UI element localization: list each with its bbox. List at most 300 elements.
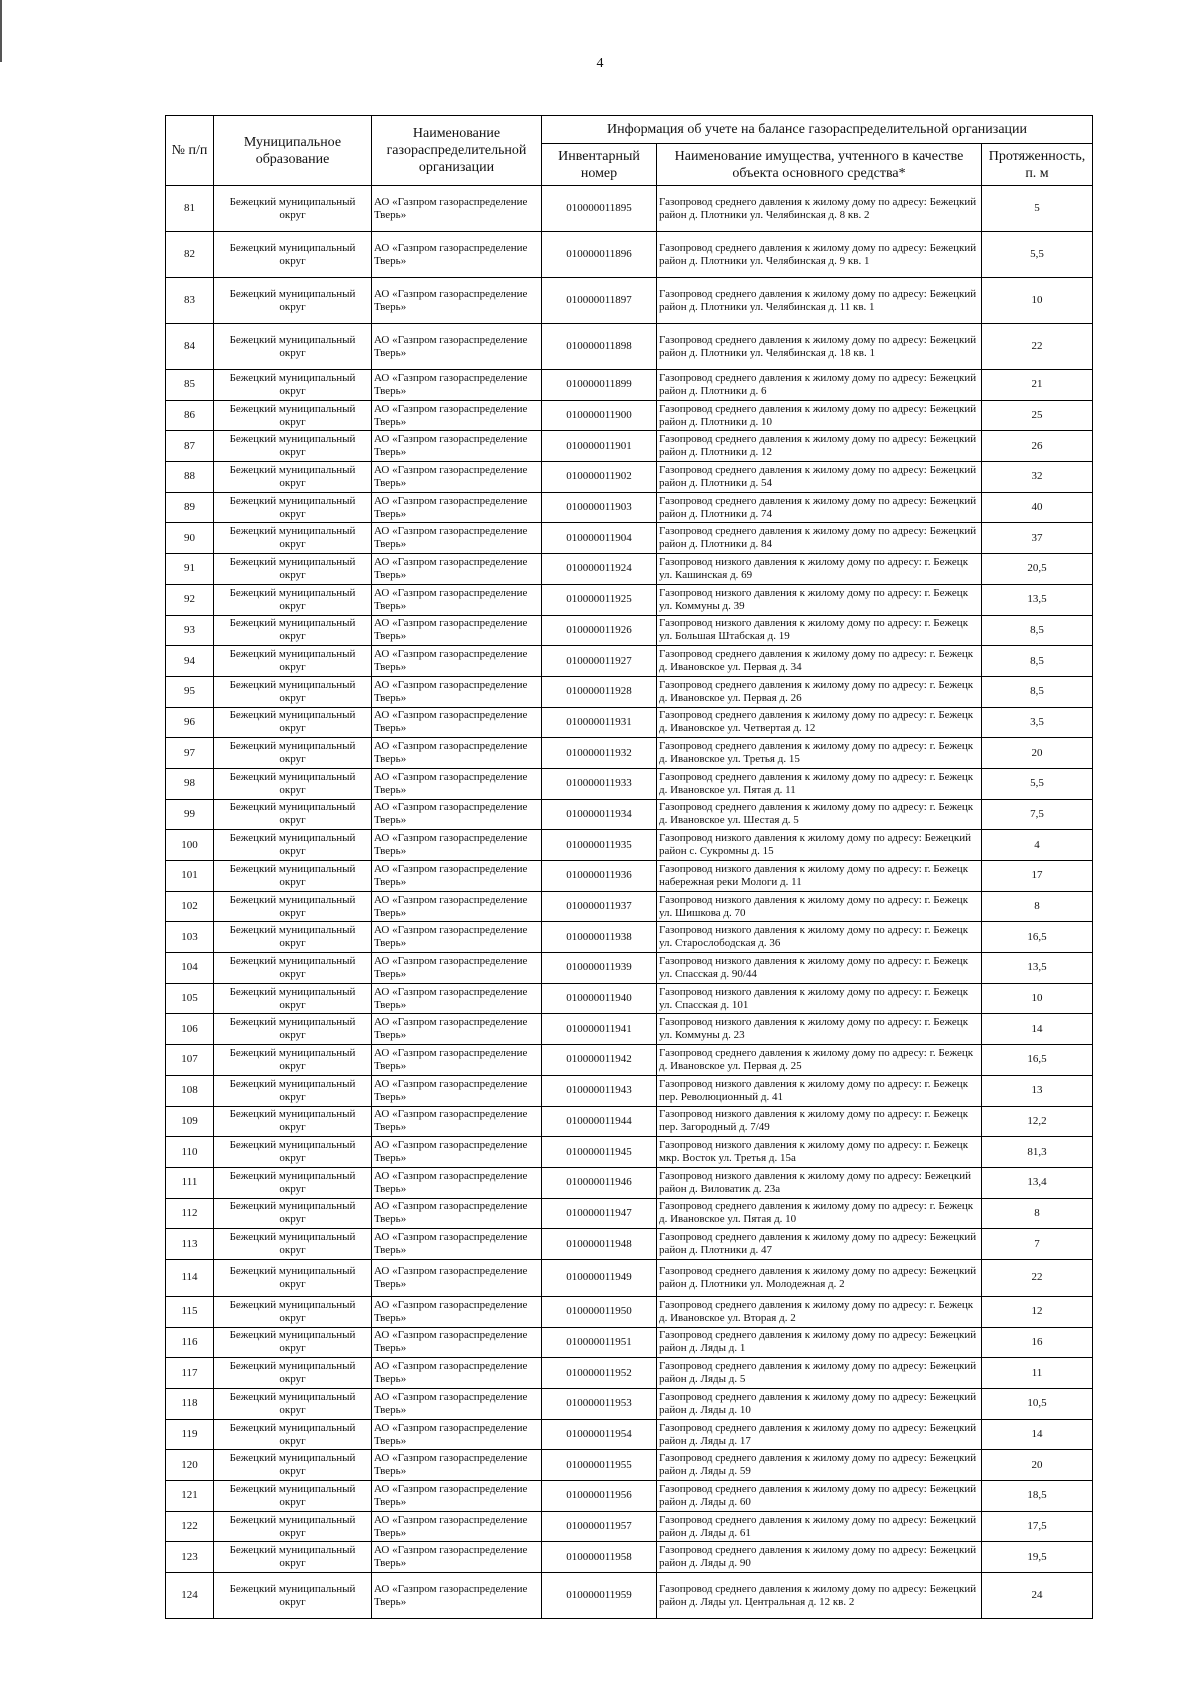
row-number: 110: [166, 1137, 214, 1168]
row-length: 16: [982, 1327, 1093, 1358]
row-number: 112: [166, 1198, 214, 1229]
row-length: 8,5: [982, 646, 1093, 677]
row-number: 94: [166, 646, 214, 677]
row-organization: АО «Газпром газораспределение Тверь»: [372, 554, 542, 585]
table-header: [166, 116, 1093, 186]
row-length: 32: [982, 462, 1093, 493]
table-row: [166, 891, 1093, 922]
row-asset-description: Газопровод среднего давления к жилому дому по адресу: г. Бежецк д. Ивановское ул. Шестая д. 5: [657, 799, 982, 830]
row-length: 19,5: [982, 1542, 1093, 1573]
row-asset-description: Газопровод низкого давления к жилому дому по адресу: г. Бежецк пер. Загородный д. 7/49: [657, 1106, 982, 1137]
row-number: 96: [166, 707, 214, 738]
row-length: 13,4: [982, 1167, 1093, 1198]
row-organization: АО «Газпром газораспределение Тверь»: [372, 738, 542, 769]
row-municipality: Бежецкий муниципальный округ: [214, 1327, 372, 1358]
row-number: 121: [166, 1481, 214, 1512]
row-length: 5,5: [982, 232, 1093, 278]
asset-registry-table: [165, 115, 1093, 1619]
table-row: [166, 768, 1093, 799]
row-length: 8,5: [982, 615, 1093, 646]
table-row: [166, 615, 1093, 646]
row-number: 111: [166, 1167, 214, 1198]
table-row: [166, 676, 1093, 707]
row-number: 107: [166, 1045, 214, 1076]
row-inventory-number: 010000011942: [542, 1045, 657, 1076]
table-row: [166, 1014, 1093, 1045]
row-inventory-number: 010000011953: [542, 1389, 657, 1420]
row-municipality: Бежецкий муниципальный округ: [214, 278, 372, 324]
row-organization: АО «Газпром газораспределение Тверь»: [372, 1327, 542, 1358]
row-number: 106: [166, 1014, 214, 1045]
row-number: 95: [166, 676, 214, 707]
page-number: 4: [596, 56, 604, 71]
table-row: [166, 646, 1093, 677]
row-municipality: Бежецкий муниципальный округ: [214, 400, 372, 431]
row-asset-description: Газопровод среднего давления к жилому дому по адресу: Бежецкий район д. Ляды д. 61: [657, 1511, 982, 1542]
row-length: 3,5: [982, 707, 1093, 738]
row-asset-description: Газопровод среднего давления к жилому дому по адресу: Бежецкий район д. Ляды ул. Центральная д. 12 кв. 2: [657, 1573, 982, 1619]
row-inventory-number: 010000011904: [542, 523, 657, 554]
row-organization: АО «Газпром газораспределение Тверь»: [372, 523, 542, 554]
row-length: 7: [982, 1229, 1093, 1260]
table-row: [166, 1542, 1093, 1573]
row-asset-description: Газопровод среднего давления к жилому дому по адресу: Бежецкий район д. Ляды д. 10: [657, 1389, 982, 1420]
row-inventory-number: 010000011950: [542, 1296, 657, 1327]
row-organization: АО «Газпром газораспределение Тверь»: [372, 707, 542, 738]
row-inventory-number: 010000011937: [542, 891, 657, 922]
row-asset-description: Газопровод низкого давления к жилому дому по адресу: г. Бежецк ул. Кашинская д. 69: [657, 554, 982, 585]
row-organization: АО «Газпром газораспределение Тверь»: [372, 1045, 542, 1076]
row-organization: АО «Газпром газораспределение Тверь»: [372, 861, 542, 892]
row-asset-description: Газопровод низкого давления к жилому дому по адресу: г. Бежецк ул. Большая Штабская д. 19: [657, 615, 982, 646]
row-municipality: Бежецкий муниципальный округ: [214, 1259, 372, 1296]
row-organization: АО «Газпром газораспределение Тверь»: [372, 1573, 542, 1619]
row-length: 20,5: [982, 554, 1093, 585]
table-row: [166, 922, 1093, 953]
row-asset-description: Газопровод среднего давления к жилому дому по адресу: г. Бежецк д. Ивановское ул. Первая д. 34: [657, 646, 982, 677]
row-length: 25: [982, 400, 1093, 431]
row-inventory-number: 010000011925: [542, 584, 657, 615]
row-municipality: Бежецкий муниципальный округ: [214, 324, 372, 370]
row-asset-description: Газопровод низкого давления к жилому дому по адресу: Бежецкий район д. Виловатик д. 23а: [657, 1167, 982, 1198]
table-row: [166, 1573, 1093, 1619]
row-asset-description: Газопровод низкого давления к жилому дому по адресу: г. Бежецк мкр. Восток ул. Третья д. 15а: [657, 1137, 982, 1168]
row-length: 13,5: [982, 953, 1093, 984]
row-number: 119: [166, 1419, 214, 1450]
row-asset-description: Газопровод среднего давления к жилому дому по адресу: г. Бежецк д. Ивановское ул. Первая д. 26: [657, 676, 982, 707]
row-number: 104: [166, 953, 214, 984]
row-number: 108: [166, 1075, 214, 1106]
row-number: 120: [166, 1450, 214, 1481]
row-inventory-number: 010000011933: [542, 768, 657, 799]
header-inventory: Инвентарный номер: [542, 144, 657, 186]
row-municipality: Бежецкий муниципальный округ: [214, 1229, 372, 1260]
header-length: Протяженность, п. м: [982, 144, 1093, 186]
row-number: 90: [166, 523, 214, 554]
row-inventory-number: 010000011896: [542, 232, 657, 278]
row-length: 26: [982, 431, 1093, 462]
table-row: [166, 1075, 1093, 1106]
row-asset-description: Газопровод среднего давления к жилому дому по адресу: Бежецкий район д. Плотники д. 74: [657, 492, 982, 523]
row-municipality: Бежецкий муниципальный округ: [214, 1198, 372, 1229]
row-inventory-number: 010000011958: [542, 1542, 657, 1573]
table-row: [166, 232, 1093, 278]
row-organization: АО «Газпром газораспределение Тверь»: [372, 1014, 542, 1045]
table-row: [166, 431, 1093, 462]
row-length: 14: [982, 1014, 1093, 1045]
row-number: 86: [166, 400, 214, 431]
row-asset-description: Газопровод среднего давления к жилому дому по адресу: г. Бежецк д. Ивановское ул. Четвертая д. 12: [657, 707, 982, 738]
row-municipality: Бежецкий муниципальный округ: [214, 1389, 372, 1420]
row-number: 91: [166, 554, 214, 585]
row-municipality: Бежецкий муниципальный округ: [214, 1296, 372, 1327]
header-municipality: Муниципальное образование: [214, 116, 372, 186]
row-length: 5,5: [982, 768, 1093, 799]
row-organization: АО «Газпром газораспределение Тверь»: [372, 615, 542, 646]
table-row: [166, 1327, 1093, 1358]
row-municipality: Бежецкий муниципальный округ: [214, 1542, 372, 1573]
row-organization: АО «Газпром газораспределение Тверь»: [372, 922, 542, 953]
row-municipality: Бежецкий муниципальный округ: [214, 1106, 372, 1137]
row-length: 24: [982, 1573, 1093, 1619]
row-number: 101: [166, 861, 214, 892]
row-organization: АО «Газпром газораспределение Тверь»: [372, 492, 542, 523]
scan-edge-mark: [0, 0, 2, 62]
header-balance-info: Информация об учете на балансе газораспределительной организации: [542, 116, 1093, 144]
row-asset-description: Газопровод среднего давления к жилому дому по адресу: Бежецкий район д. Плотники ул. Челябинская д. 11 кв. 1: [657, 278, 982, 324]
row-length: 20: [982, 738, 1093, 769]
row-asset-description: Газопровод среднего давления к жилому дому по адресу: Бежецкий район д. Плотники ул. Челябинская д. 18 кв. 1: [657, 324, 982, 370]
row-organization: АО «Газпром газораспределение Тверь»: [372, 324, 542, 370]
table-row: [166, 738, 1093, 769]
row-length: 12: [982, 1296, 1093, 1327]
row-inventory-number: 010000011900: [542, 400, 657, 431]
row-municipality: Бежецкий муниципальный округ: [214, 1450, 372, 1481]
row-length: 21: [982, 370, 1093, 401]
row-organization: АО «Газпром газораспределение Тверь»: [372, 1358, 542, 1389]
row-length: 22: [982, 324, 1093, 370]
row-length: 8: [982, 1198, 1093, 1229]
row-municipality: Бежецкий муниципальный округ: [214, 768, 372, 799]
row-number: 117: [166, 1358, 214, 1389]
row-length: 16,5: [982, 1045, 1093, 1076]
row-inventory-number: 010000011901: [542, 431, 657, 462]
row-number: 83: [166, 278, 214, 324]
row-inventory-number: 010000011959: [542, 1573, 657, 1619]
row-asset-description: Газопровод низкого давления к жилому дому по адресу: г. Бежецк ул. Коммуны д. 23: [657, 1014, 982, 1045]
row-inventory-number: 010000011897: [542, 278, 657, 324]
header-asset: Наименование имущества, учтенного в качестве объекта основного средства*: [657, 144, 982, 186]
row-asset-description: Газопровод среднего давления к жилому дому по адресу: Бежецкий район д. Плотники д. 6: [657, 370, 982, 401]
row-inventory-number: 010000011944: [542, 1106, 657, 1137]
row-number: 103: [166, 922, 214, 953]
row-number: 114: [166, 1259, 214, 1296]
row-inventory-number: 010000011946: [542, 1167, 657, 1198]
table-row: [166, 492, 1093, 523]
table-row: [166, 1296, 1093, 1327]
row-asset-description: Газопровод низкого давления к жилому дому по адресу: Бежецкий район с. Сукромны д. 15: [657, 830, 982, 861]
row-organization: АО «Газпром газораспределение Тверь»: [372, 676, 542, 707]
row-organization: АО «Газпром газораспределение Тверь»: [372, 1167, 542, 1198]
row-asset-description: Газопровод среднего давления к жилому дому по адресу: Бежецкий район д. Плотники ул. Челябинская д. 8 кв. 2: [657, 186, 982, 232]
row-inventory-number: 010000011939: [542, 953, 657, 984]
row-inventory-number: 010000011927: [542, 646, 657, 677]
row-municipality: Бежецкий муниципальный округ: [214, 830, 372, 861]
row-length: 18,5: [982, 1481, 1093, 1512]
row-number: 115: [166, 1296, 214, 1327]
table-row: [166, 861, 1093, 892]
row-asset-description: Газопровод низкого давления к жилому дому по адресу: г. Бежецк набережная реки Мологи д. 11: [657, 861, 982, 892]
row-length: 17,5: [982, 1511, 1093, 1542]
row-municipality: Бежецкий муниципальный округ: [214, 186, 372, 232]
row-asset-description: Газопровод среднего давления к жилому дому по адресу: Бежецкий район д. Плотники ул. Челябинская д. 9 кв. 1: [657, 232, 982, 278]
row-inventory-number: 010000011948: [542, 1229, 657, 1260]
row-municipality: Бежецкий муниципальный округ: [214, 1481, 372, 1512]
row-municipality: Бежецкий муниципальный округ: [214, 1045, 372, 1076]
row-inventory-number: 010000011902: [542, 462, 657, 493]
row-number: 97: [166, 738, 214, 769]
row-number: 89: [166, 492, 214, 523]
row-organization: АО «Газпром газораспределение Тверь»: [372, 799, 542, 830]
row-municipality: Бежецкий муниципальный округ: [214, 615, 372, 646]
row-organization: АО «Газпром газораспределение Тверь»: [372, 584, 542, 615]
table-row: [166, 1137, 1093, 1168]
row-organization: АО «Газпром газораспределение Тверь»: [372, 1511, 542, 1542]
row-asset-description: Газопровод среднего давления к жилому дому по адресу: г. Бежецк д. Ивановское ул. Вторая д. 2: [657, 1296, 982, 1327]
row-length: 12,2: [982, 1106, 1093, 1137]
row-municipality: Бежецкий муниципальный округ: [214, 1137, 372, 1168]
row-inventory-number: 010000011898: [542, 324, 657, 370]
row-organization: АО «Газпром газораспределение Тверь»: [372, 232, 542, 278]
row-inventory-number: 010000011954: [542, 1419, 657, 1450]
row-number: 87: [166, 431, 214, 462]
row-asset-description: Газопровод среднего давления к жилому дому по адресу: г. Бежецк д. Ивановское ул. Третья д. 15: [657, 738, 982, 769]
row-asset-description: Газопровод среднего давления к жилому дому по адресу: Бежецкий район д. Ляды д. 60: [657, 1481, 982, 1512]
row-organization: АО «Газпром газораспределение Тверь»: [372, 830, 542, 861]
table-row: [166, 983, 1093, 1014]
row-length: 7,5: [982, 799, 1093, 830]
row-municipality: Бежецкий муниципальный округ: [214, 861, 372, 892]
row-organization: АО «Газпром газораспределение Тверь»: [372, 891, 542, 922]
row-municipality: Бежецкий муниципальный округ: [214, 1075, 372, 1106]
row-organization: АО «Газпром газораспределение Тверь»: [372, 462, 542, 493]
row-length: 40: [982, 492, 1093, 523]
row-length: 8,5: [982, 676, 1093, 707]
row-municipality: Бежецкий муниципальный округ: [214, 1419, 372, 1450]
row-asset-description: Газопровод низкого давления к жилому дому по адресу: г. Бежецк ул. Спасская д. 90/44: [657, 953, 982, 984]
row-municipality: Бежецкий муниципальный округ: [214, 1014, 372, 1045]
row-number: 85: [166, 370, 214, 401]
row-inventory-number: 010000011903: [542, 492, 657, 523]
row-number: 118: [166, 1389, 214, 1420]
table-row: [166, 1229, 1093, 1260]
row-inventory-number: 010000011934: [542, 799, 657, 830]
row-number: 99: [166, 799, 214, 830]
row-asset-description: Газопровод среднего давления к жилому дому по адресу: Бежецкий район д. Плотники д. 12: [657, 431, 982, 462]
row-organization: АО «Газпром газораспределение Тверь»: [372, 1259, 542, 1296]
table-row: [166, 1106, 1093, 1137]
row-number: 82: [166, 232, 214, 278]
row-municipality: Бежецкий муниципальный округ: [214, 232, 372, 278]
row-organization: АО «Газпром газораспределение Тверь»: [372, 646, 542, 677]
row-municipality: Бежецкий муниципальный округ: [214, 953, 372, 984]
row-municipality: Бежецкий муниципальный округ: [214, 370, 372, 401]
row-organization: АО «Газпром газораспределение Тверь»: [372, 1389, 542, 1420]
row-organization: АО «Газпром газораспределение Тверь»: [372, 1075, 542, 1106]
row-organization: АО «Газпром газораспределение Тверь»: [372, 431, 542, 462]
row-municipality: Бежецкий муниципальный округ: [214, 1358, 372, 1389]
table-row: [166, 1358, 1093, 1389]
row-length: 10: [982, 278, 1093, 324]
table-body: [166, 186, 1093, 1619]
row-organization: АО «Газпром газораспределение Тверь»: [372, 1229, 542, 1260]
table-row: [166, 1167, 1093, 1198]
row-inventory-number: 010000011943: [542, 1075, 657, 1106]
row-municipality: Бежецкий муниципальный округ: [214, 799, 372, 830]
table-row: [166, 1481, 1093, 1512]
table-row: [166, 1511, 1093, 1542]
row-number: 105: [166, 983, 214, 1014]
row-length: 16,5: [982, 922, 1093, 953]
row-municipality: Бежецкий муниципальный округ: [214, 1511, 372, 1542]
row-length: 20: [982, 1450, 1093, 1481]
row-number: 93: [166, 615, 214, 646]
row-inventory-number: 010000011932: [542, 738, 657, 769]
header-num: № п/п: [166, 116, 214, 186]
row-inventory-number: 010000011947: [542, 1198, 657, 1229]
row-asset-description: Газопровод среднего давления к жилому дому по адресу: Бежецкий район д. Плотники д. 84: [657, 523, 982, 554]
row-organization: АО «Газпром газораспределение Тверь»: [372, 1450, 542, 1481]
row-length: 22: [982, 1259, 1093, 1296]
row-number: 102: [166, 891, 214, 922]
row-inventory-number: 010000011957: [542, 1511, 657, 1542]
table-row: [166, 707, 1093, 738]
row-municipality: Бежецкий муниципальный округ: [214, 584, 372, 615]
row-municipality: Бежецкий муниципальный округ: [214, 922, 372, 953]
row-asset-description: Газопровод среднего давления к жилому дому по адресу: г. Бежецк д. Ивановское ул. Пятая д. 10: [657, 1198, 982, 1229]
row-municipality: Бежецкий муниципальный округ: [214, 431, 372, 462]
row-organization: АО «Газпром газораспределение Тверь»: [372, 768, 542, 799]
table-row: [166, 400, 1093, 431]
row-inventory-number: 010000011899: [542, 370, 657, 401]
row-inventory-number: 010000011941: [542, 1014, 657, 1045]
row-organization: АО «Газпром газораспределение Тверь»: [372, 953, 542, 984]
row-municipality: Бежецкий муниципальный округ: [214, 738, 372, 769]
row-number: 92: [166, 584, 214, 615]
row-inventory-number: 010000011935: [542, 830, 657, 861]
row-length: 8: [982, 891, 1093, 922]
table-row: [166, 186, 1093, 232]
row-asset-description: Газопровод среднего давления к жилому дому по адресу: Бежецкий район д. Ляды д. 17: [657, 1419, 982, 1450]
row-number: 81: [166, 186, 214, 232]
row-organization: АО «Газпром газораспределение Тверь»: [372, 1542, 542, 1573]
row-municipality: Бежецкий муниципальный округ: [214, 891, 372, 922]
row-organization: АО «Газпром газораспределение Тверь»: [372, 1296, 542, 1327]
row-municipality: Бежецкий муниципальный округ: [214, 707, 372, 738]
row-length: 11: [982, 1358, 1093, 1389]
row-municipality: Бежецкий муниципальный округ: [214, 676, 372, 707]
row-asset-description: Газопровод среднего давления к жилому дому по адресу: Бежецкий район д. Ляды д. 59: [657, 1450, 982, 1481]
row-inventory-number: 010000011945: [542, 1137, 657, 1168]
row-inventory-number: 010000011938: [542, 922, 657, 953]
row-length: 14: [982, 1419, 1093, 1450]
row-organization: АО «Газпром газораспределение Тверь»: [372, 400, 542, 431]
row-inventory-number: 010000011926: [542, 615, 657, 646]
row-number: 124: [166, 1573, 214, 1619]
row-organization: АО «Газпром газораспределение Тверь»: [372, 186, 542, 232]
table-row: [166, 584, 1093, 615]
row-asset-description: Газопровод среднего давления к жилому дому по адресу: г. Бежецк д. Ивановское ул. Первая д. 25: [657, 1045, 982, 1076]
table-row: [166, 1389, 1093, 1420]
row-municipality: Бежецкий муниципальный округ: [214, 554, 372, 585]
row-number: 116: [166, 1327, 214, 1358]
row-organization: АО «Газпром газораспределение Тверь»: [372, 1481, 542, 1512]
row-organization: АО «Газпром газораспределение Тверь»: [372, 1198, 542, 1229]
row-inventory-number: 010000011951: [542, 1327, 657, 1358]
table-row: [166, 1198, 1093, 1229]
row-asset-description: Газопровод низкого давления к жилому дому по адресу: г. Бежецк ул. Спасская д. 101: [657, 983, 982, 1014]
row-length: 13,5: [982, 584, 1093, 615]
row-inventory-number: 010000011952: [542, 1358, 657, 1389]
row-length: 10: [982, 983, 1093, 1014]
row-municipality: Бежецкий муниципальный округ: [214, 1167, 372, 1198]
row-inventory-number: 010000011949: [542, 1259, 657, 1296]
row-inventory-number: 010000011928: [542, 676, 657, 707]
row-number: 122: [166, 1511, 214, 1542]
row-length: 5: [982, 186, 1093, 232]
row-organization: АО «Газпром газораспределение Тверь»: [372, 1106, 542, 1137]
row-organization: АО «Газпром газораспределение Тверь»: [372, 1137, 542, 1168]
row-inventory-number: 010000011924: [542, 554, 657, 585]
row-municipality: Бежецкий муниципальный округ: [214, 523, 372, 554]
row-asset-description: Газопровод среднего давления к жилому дому по адресу: Бежецкий район д. Плотники д. 47: [657, 1229, 982, 1260]
table-row: [166, 799, 1093, 830]
table-row: [166, 1259, 1093, 1296]
row-inventory-number: 010000011895: [542, 186, 657, 232]
row-number: 84: [166, 324, 214, 370]
table-row: [166, 1045, 1093, 1076]
row-number: 98: [166, 768, 214, 799]
row-length: 13: [982, 1075, 1093, 1106]
row-asset-description: Газопровод среднего давления к жилому дому по адресу: Бежецкий район д. Ляды д. 1: [657, 1327, 982, 1358]
row-municipality: Бежецкий муниципальный округ: [214, 1573, 372, 1619]
row-inventory-number: 010000011940: [542, 983, 657, 1014]
table-row: [166, 324, 1093, 370]
row-number: 100: [166, 830, 214, 861]
row-municipality: Бежецкий муниципальный округ: [214, 646, 372, 677]
row-asset-description: Газопровод среднего давления к жилому дому по адресу: Бежецкий район д. Плотники ул. Молодежная д. 2: [657, 1259, 982, 1296]
row-organization: АО «Газпром газораспределение Тверь»: [372, 278, 542, 324]
row-length: 4: [982, 830, 1093, 861]
row-asset-description: Газопровод среднего давления к жилому дому по адресу: Бежецкий район д. Ляды д. 90: [657, 1542, 982, 1573]
row-number: 123: [166, 1542, 214, 1573]
table-row: [166, 462, 1093, 493]
row-inventory-number: 010000011931: [542, 707, 657, 738]
row-asset-description: Газопровод среднего давления к жилому дому по адресу: Бежецкий район д. Плотники д. 10: [657, 400, 982, 431]
row-length: 10,5: [982, 1389, 1093, 1420]
row-organization: АО «Газпром газораспределение Тверь»: [372, 1419, 542, 1450]
table-row: [166, 1419, 1093, 1450]
row-inventory-number: 010000011955: [542, 1450, 657, 1481]
row-inventory-number: 010000011956: [542, 1481, 657, 1512]
table-row: [166, 278, 1093, 324]
row-number: 109: [166, 1106, 214, 1137]
row-asset-description: Газопровод низкого давления к жилому дому по адресу: г. Бежецк ул. Шишкова д. 70: [657, 891, 982, 922]
row-asset-description: Газопровод низкого давления к жилому дому по адресу: г. Бежецк ул. Старослободская д. 36: [657, 922, 982, 953]
table-row: [166, 953, 1093, 984]
row-asset-description: Газопровод низкого давления к жилому дому по адресу: г. Бежецк пер. Революционный д. 41: [657, 1075, 982, 1106]
table-row: [166, 1450, 1093, 1481]
